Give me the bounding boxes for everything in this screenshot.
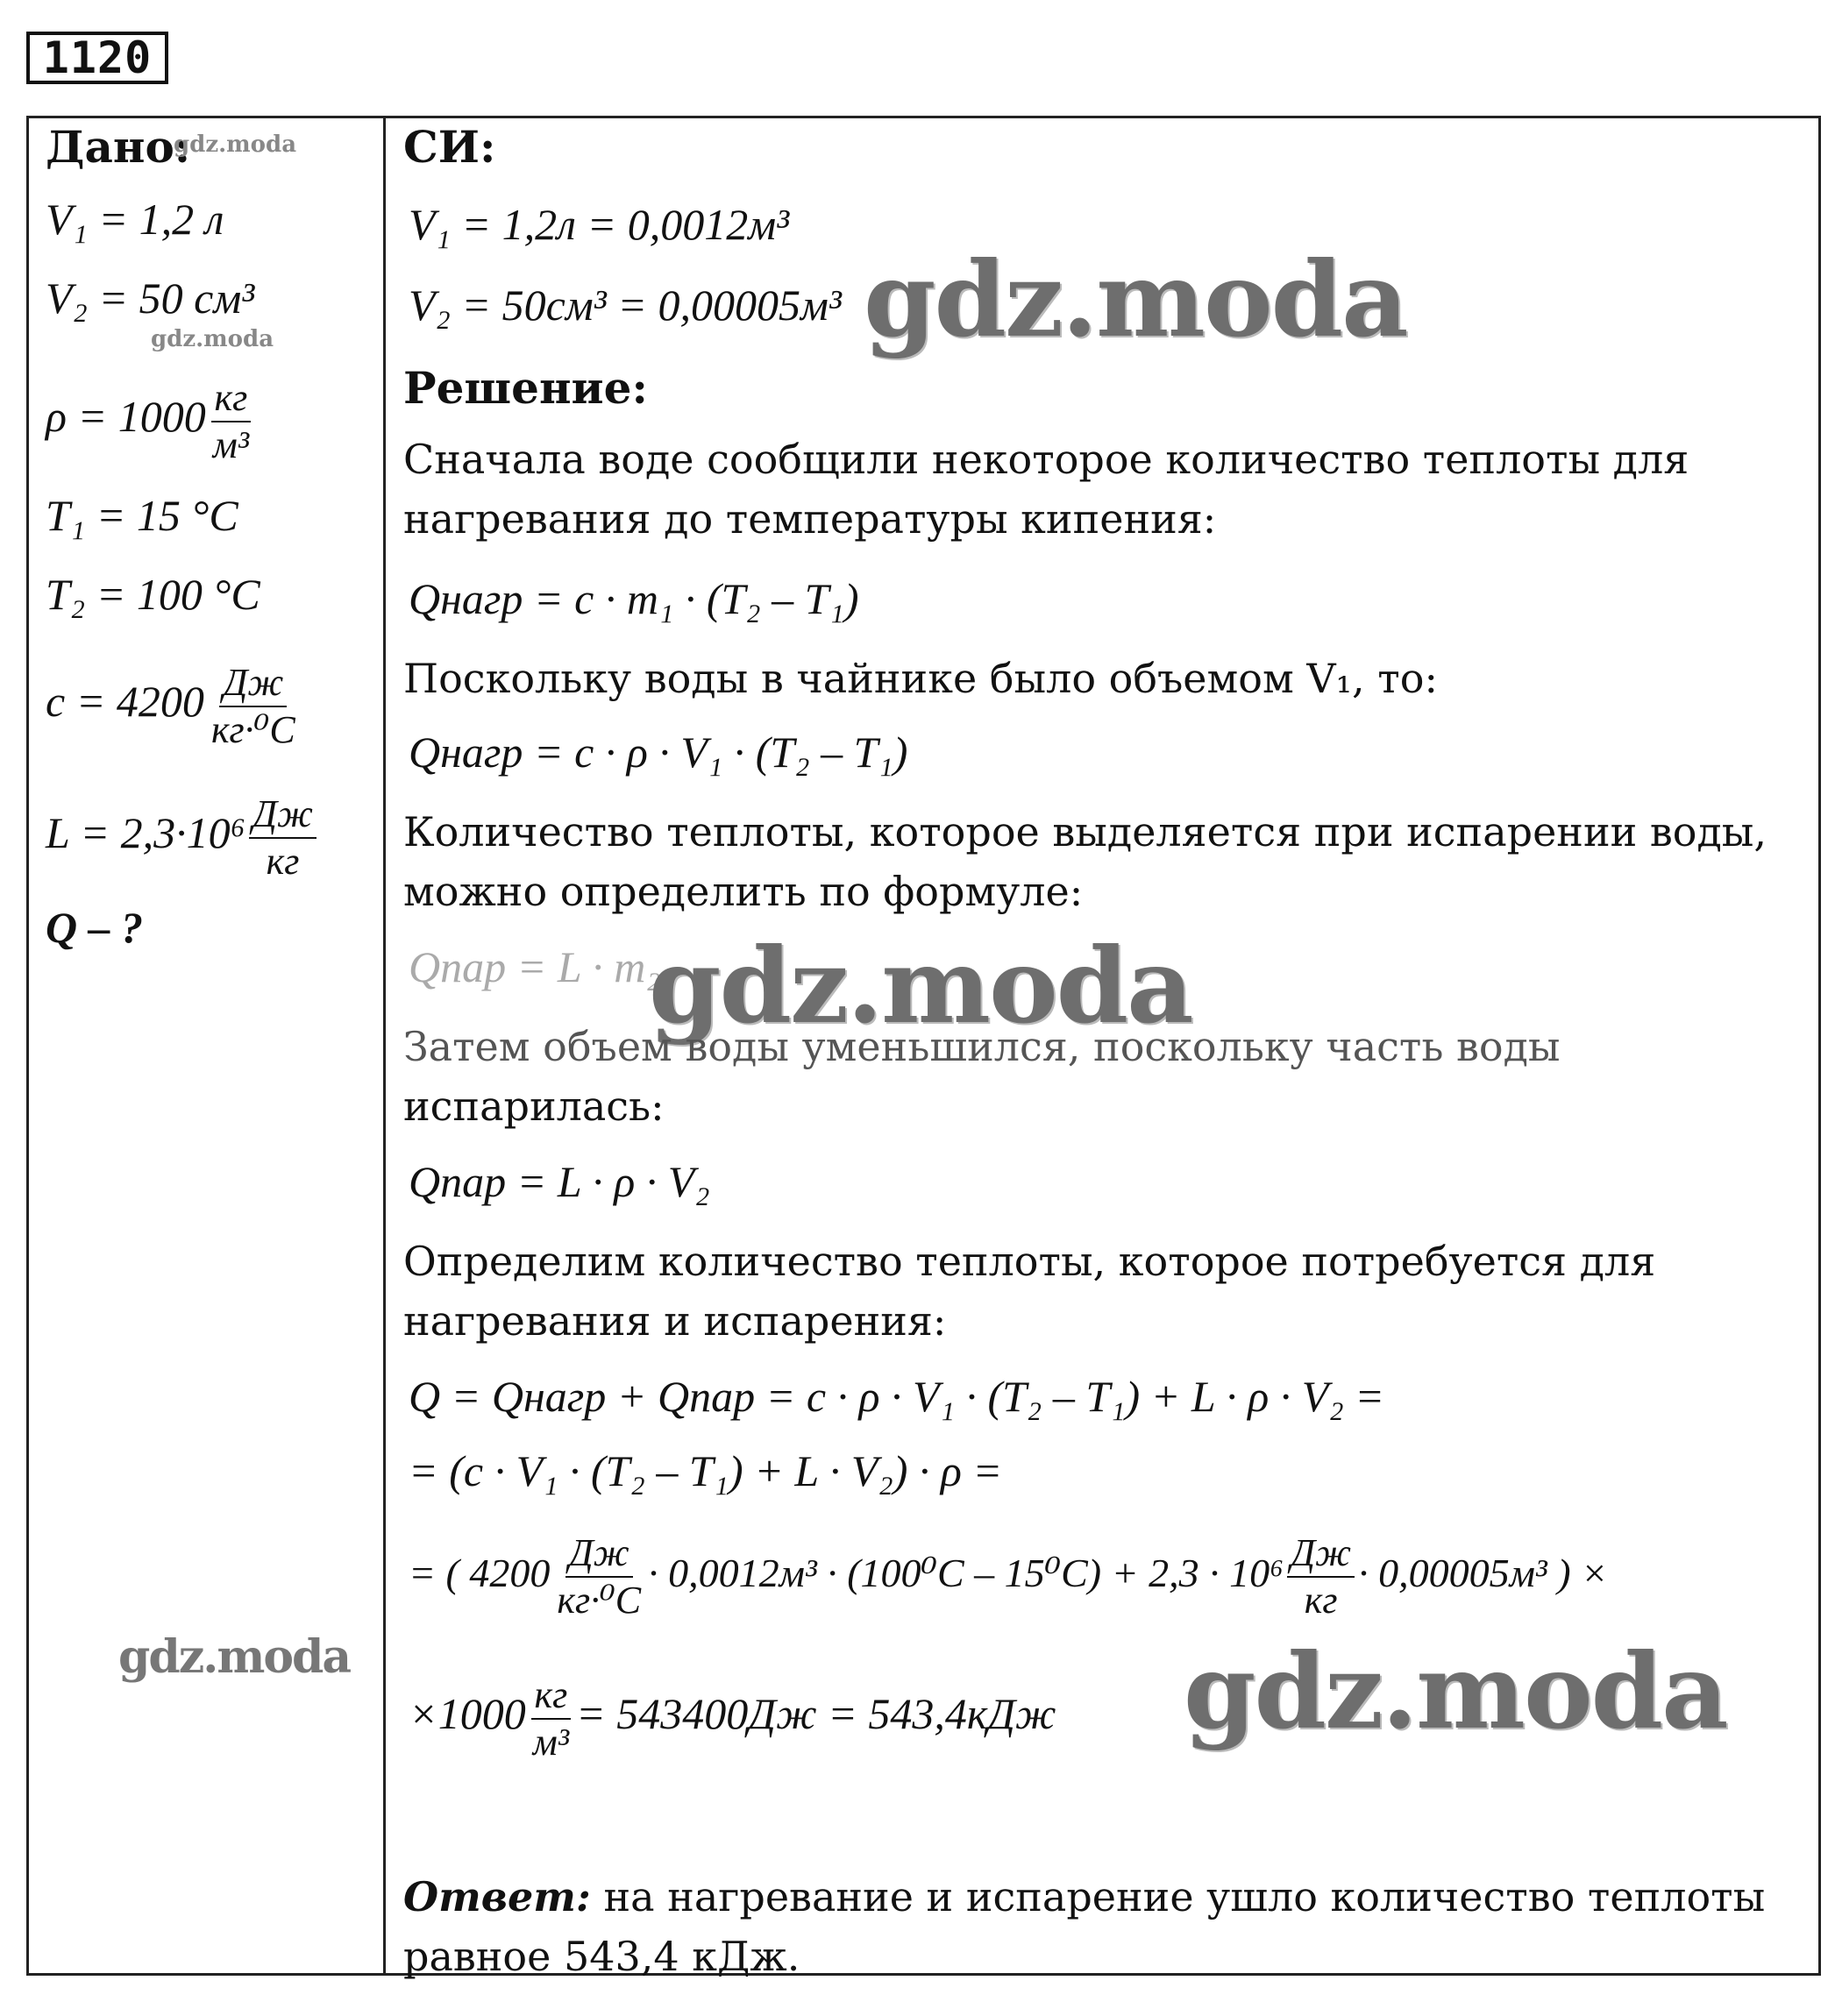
f8-frac-num: кг: [531, 1672, 572, 1720]
given-heat-capacity: [46, 653, 302, 753]
f7-part-b: · 0,0012м³ · (100⁰C – 15⁰C) + 2,3 · 10⁶: [648, 1551, 1284, 1595]
solution-header: Решение:: [403, 362, 648, 414]
watermark-small: gdz.moda: [174, 131, 297, 158]
formula-heating-1: Qнагр = c · m₁ · (T₂ – T₁): [409, 574, 859, 623]
given-v1: V₁ = 1,2 л: [46, 195, 224, 244]
solution-p4-line2: испарилась:: [403, 1083, 665, 1130]
problem-number: 1120: [26, 32, 168, 84]
si-v1: V₁ = 1,2л = 0,0012м³: [409, 200, 790, 249]
solution-p4-line1: Затем объем воды уменьшился, поскольку часть воды: [403, 1023, 1561, 1070]
solution-p1-line2: нагревания до температуры кипения:: [403, 495, 1217, 543]
f7-fraction-2: [1287, 1530, 1355, 1623]
given-latent-heat: [46, 784, 320, 884]
solution-p5-line1: Определим количество теплоты, которое потребуется для: [403, 1238, 1656, 1285]
c-unit-den: кг·⁰C: [210, 707, 295, 751]
density-unit-den: м³: [212, 422, 250, 466]
solution-p2: Поскольку воды в чайнике было объемом V₁, то:: [403, 655, 1438, 702]
f7-part-c: · 0,00005м³ ) ×: [1358, 1551, 1609, 1595]
given-t2: T₂ = 100 °C: [46, 570, 260, 619]
f8-frac-den: м³: [532, 1720, 570, 1764]
f7-frac2-den: кг: [1304, 1579, 1338, 1622]
solution-p1-line1: Сначала воде сообщили некоторое количество теплоты для: [403, 436, 1689, 483]
given-c-lhs: c = 4200: [46, 677, 204, 726]
c-unit-fraction: [208, 660, 299, 753]
given-v2: V₂ = 50 см³: [46, 273, 255, 323]
si-header: СИ:: [403, 121, 496, 173]
formula-total-3: [409, 1525, 1608, 1623]
formula-total-1: Q = Qнагр + Qпар = c · ρ · V₁ · (T₂ – T₁) + L · ρ · V₂ =: [409, 1372, 1384, 1421]
answer-label: Ответ:: [403, 1873, 591, 1920]
given-density: [46, 368, 256, 468]
f7-frac1-den: кг·⁰C: [557, 1579, 642, 1622]
si-v2: V₂ = 50см³ = 0,00005м³: [409, 280, 842, 330]
answer-line1: [403, 1867, 1765, 1927]
given-density-lhs: ρ = 1000: [46, 392, 206, 441]
given-t1: T₁ = 15 °C: [46, 491, 238, 540]
l-unit-num: Дж: [249, 791, 317, 839]
watermark-medium: gdz.moda: [118, 1630, 351, 1684]
watermark-large: gdz.moda: [649, 925, 1192, 1047]
column-divider: [383, 116, 386, 1976]
watermark-large: gdz.moda: [1184, 1630, 1727, 1752]
f7-frac2-num: Дж: [1287, 1530, 1355, 1578]
l-unit-den: кг: [266, 839, 300, 883]
answer-text-1: на нагревание и испарение ушло количество теплоты: [603, 1873, 1766, 1920]
watermark-large: gdz.moda: [864, 238, 1407, 360]
formula-vapor-1: Qпар = L · m₂: [409, 942, 661, 991]
given-find: Q – ?: [46, 903, 144, 952]
solution-p5-line2: нагревания и испарения:: [403, 1297, 947, 1345]
f7-fraction-1: [553, 1530, 644, 1623]
f8-part-b: = 543400Дж = 543,4кДж: [576, 1689, 1056, 1738]
formula-total-2: = (c · V₁ · (T₂ – T₁) + L · V₂) · ρ =: [409, 1446, 1003, 1495]
solution-p3-line1: Количество теплоты, которое выделяется при испарении воды,: [403, 808, 1767, 855]
given-header: Дано:: [46, 121, 191, 173]
f7-frac1-num: Дж: [565, 1530, 633, 1578]
f8-part-a: ×1000: [409, 1689, 526, 1738]
density-unit-fraction: [210, 375, 252, 468]
given-l-lhs: L = 2,3·10⁶: [46, 808, 246, 857]
c-unit-num: Дж: [219, 660, 287, 707]
solution-p3-line2: можно определить по формуле:: [403, 868, 1084, 915]
watermark-small: gdz.moda: [151, 326, 274, 352]
formula-vapor-2: Qпар = L · ρ · V₂: [409, 1157, 710, 1206]
f7-part-a: = ( 4200: [409, 1551, 551, 1595]
formula-total-4: [409, 1665, 1056, 1765]
f8-fraction: [530, 1672, 573, 1765]
answer-line2: равное 543,4 кДж.: [403, 1933, 800, 1980]
formula-heating-2: Qнагр = c · ρ · V₁ · (T₂ – T₁): [409, 728, 908, 777]
l-unit-fraction: [249, 791, 317, 884]
density-unit-num: кг: [211, 375, 252, 422]
